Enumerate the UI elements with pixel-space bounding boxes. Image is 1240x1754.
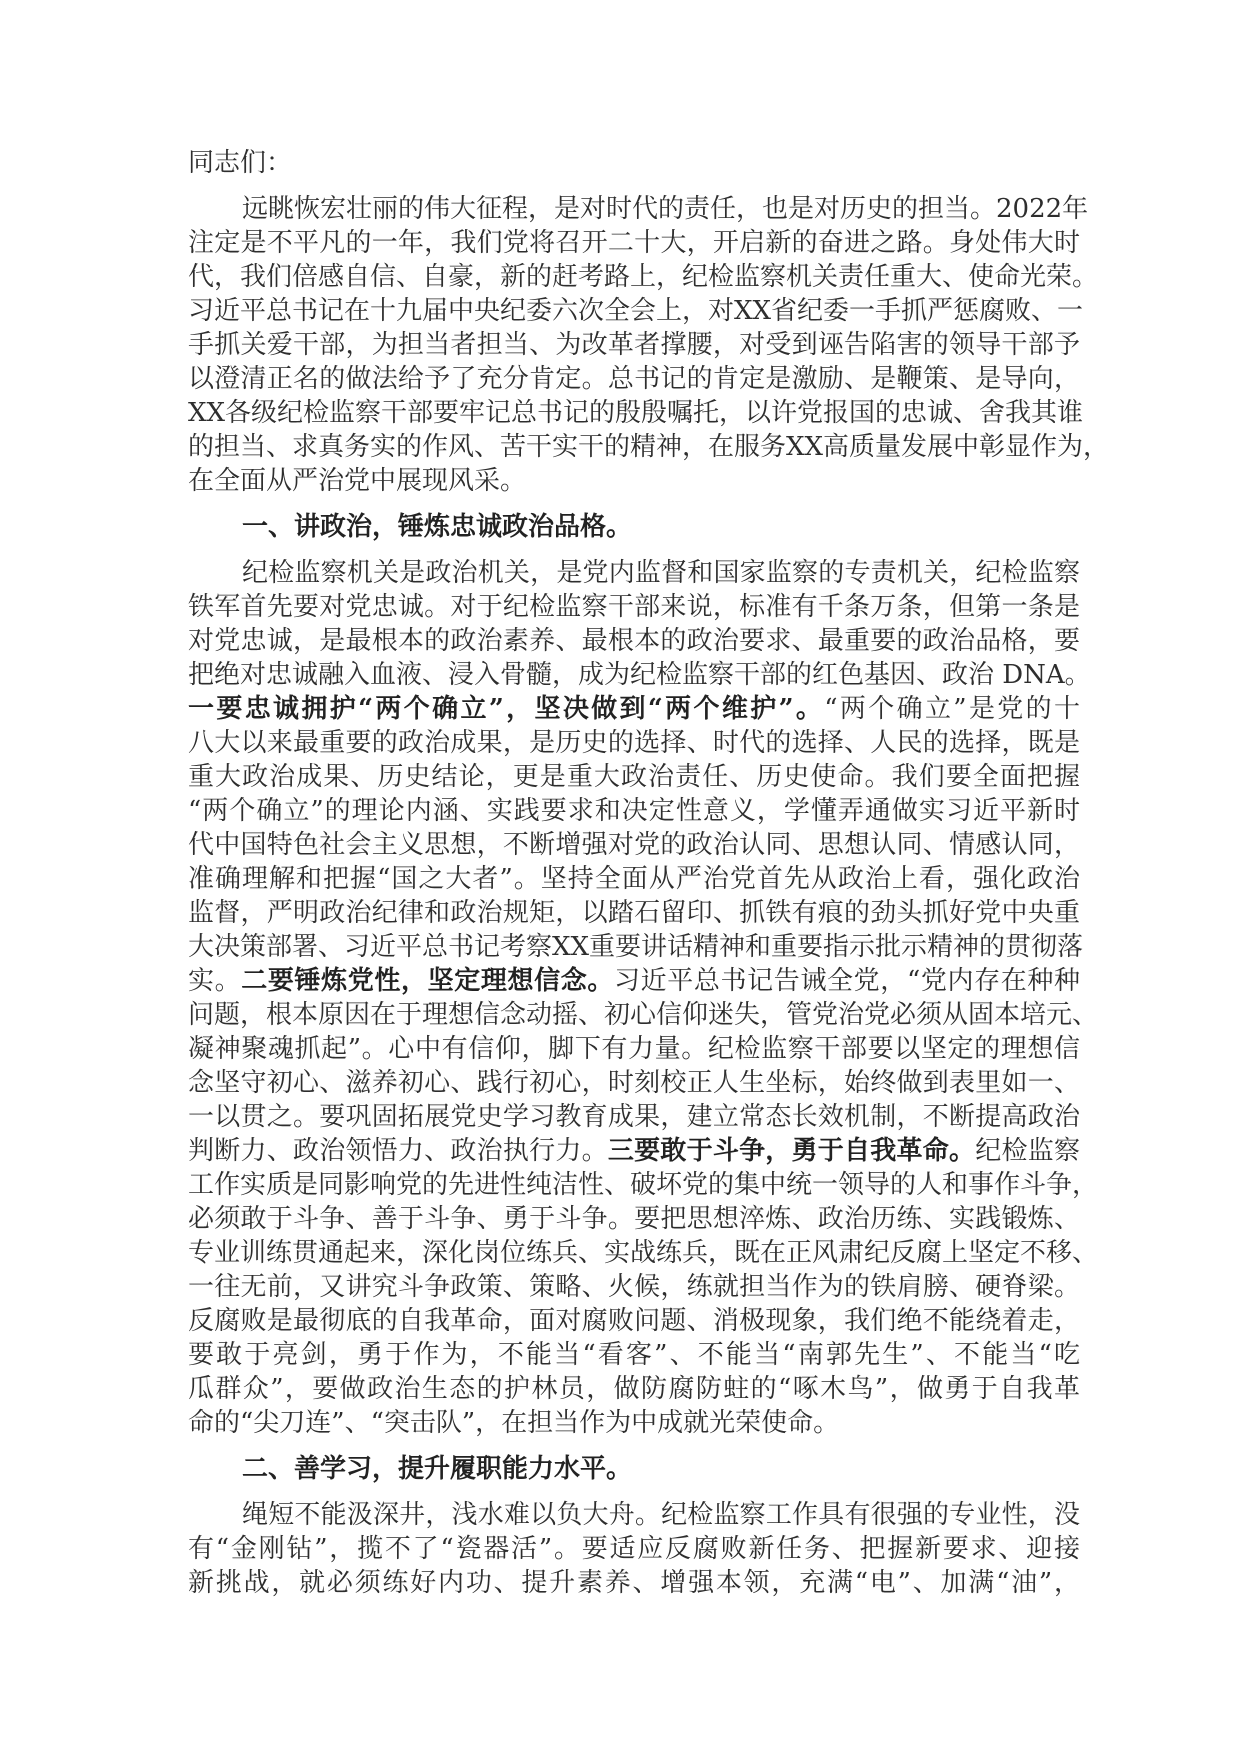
text-line xyxy=(188,726,1080,760)
section-heading xyxy=(188,510,1080,544)
salutation: 同志们： xyxy=(188,148,293,178)
text-line xyxy=(188,896,1080,930)
text-run: 绳短不能汲深井，浅水难以负大舟。纪检监察工作具有很强的专业性，没 xyxy=(242,1500,1080,1530)
text-run: 监督，严明政治纪律和政治规矩，以踏石留印、抓铁有痕的劲头抓好党中央重 xyxy=(188,898,1080,928)
text-line xyxy=(188,1202,1080,1236)
text-line xyxy=(188,828,1080,862)
text-run: 重大政治成果、历史结论，更是重大政治责任、历史使命。我们要全面把握 xyxy=(188,762,1080,792)
text-run: 以澄清正名的做法给予了充分肯定。总书记的肯定是激励、是鞭策、是导向， xyxy=(188,364,1080,394)
text-line xyxy=(188,1498,1080,1532)
text-line xyxy=(188,760,1080,794)
text-line xyxy=(188,328,1080,362)
text-line xyxy=(188,862,1080,896)
text-line xyxy=(188,692,1080,726)
document-page xyxy=(188,146,1110,1600)
text-run: 念坚守初心、滋养初心、践行初心，时刻校正人生坐标，始终做到表里如一、 xyxy=(188,1068,1080,1098)
text-run: 判断力、政治领悟力、政治执行力。 xyxy=(188,1136,608,1166)
text-line xyxy=(188,1304,1080,1338)
text-line xyxy=(188,556,1080,590)
text-line xyxy=(188,1532,1080,1566)
text-run: 纪检监察机关是政治机关，是党内监督和国家监察的专责机关，纪检监察 xyxy=(242,558,1080,588)
text-line xyxy=(188,624,1080,658)
text-run: “两个确立”的理论内涵、实践要求和决定性意义，学懂弄通做实习近平新时 xyxy=(188,796,1080,826)
text-run: 一往无前，又讲究斗争政策、策略、火候，练就担当作为的铁肩膀、硬脊梁。 xyxy=(188,1272,1080,1302)
text-run: 实。 xyxy=(188,966,242,996)
text-line xyxy=(188,1100,1080,1134)
text-run: 注定是不平凡的一年，我们党将召开二十大，开启新的奋进之路。身处伟大时 xyxy=(188,228,1080,258)
text-line xyxy=(188,362,1080,396)
text-line xyxy=(188,794,1080,828)
text-run: “两个确立”是党的十 xyxy=(824,694,1080,724)
text-run: 对党忠诚，是最根本的政治素养、最根本的政治要求、最重要的政治品格，要 xyxy=(188,626,1080,656)
text-line xyxy=(188,226,1080,260)
bold-text: 二、善学习，提升履职能力水平。 xyxy=(242,1454,633,1484)
body-paragraph xyxy=(188,192,1110,498)
text-run: 把绝对忠诚融入血液、浸入骨髓，成为纪检监察干部的红色基因、政治 DNA。 xyxy=(188,660,1091,690)
body-paragraph xyxy=(188,1498,1080,1600)
text-line xyxy=(188,260,1099,294)
text-run: XX各级纪检监察干部要牢记总书记的殷殷嘱托，以许党报国的忠诚、舍我其谁 xyxy=(188,398,1084,428)
text-run: 代，我们倍感自信、自豪，新的赶考路上，纪检监察机关责任重大、使命光荣。 xyxy=(188,262,1099,292)
text-line xyxy=(188,1032,1080,1066)
bold-text: 三要敢于斗争，勇于自我革命。 xyxy=(607,1136,976,1166)
text-run: 要敢于亮剑，勇于作为，不能当“看客”、不能当“南郭先生”、不能当“吃 xyxy=(188,1340,1080,1370)
text-line xyxy=(188,1406,1080,1440)
text-run: 凝神聚魂抓起”。心中有信仰，脚下有力量。纪检监察干部要以坚定的理想信 xyxy=(188,1034,1080,1064)
text-line xyxy=(188,396,1084,430)
salutation-block xyxy=(188,146,1080,180)
text-run: 在全面从严治党中展现风采。 xyxy=(188,466,527,496)
text-line xyxy=(188,1338,1080,1372)
text-run: 习近平总书记在十九届中央纪委六次全会上，对XX省纪委一手抓严惩腐败、一 xyxy=(188,296,1084,326)
text-line xyxy=(188,1066,1080,1100)
text-run: 代中国特色社会主义思想，不断增强对党的政治认同、思想认同、情感认同， xyxy=(188,830,1080,860)
body-paragraph xyxy=(188,556,1099,1440)
text-line xyxy=(188,964,1080,998)
text-run: 瓜群众”，要做政治生态的护林员，做防腐防蛀的“啄木鸟”，做勇于自我革 xyxy=(188,1374,1080,1404)
text-line xyxy=(188,192,1089,226)
text-line xyxy=(188,1236,1099,1270)
text-line xyxy=(188,1168,1099,1202)
text-run: 反腐败是最彻底的自我革命，面对腐败问题、消极现象，我们绝不能绕着走， xyxy=(188,1306,1080,1336)
text-run: 问题，根本原因在于理想信念动摇、初心信仰迷失，管党治党必须从固本培元、 xyxy=(188,1000,1099,1030)
text-line xyxy=(188,1134,1080,1168)
text-line xyxy=(188,1372,1080,1406)
text-line xyxy=(188,590,1080,624)
text-run: 的担当、求真务实的作风、苦干实干的精神，在服务XX高质量发展中彰显作为， xyxy=(188,432,1110,462)
text-run: 一以贯之。要巩固拓展党史学习教育成果，建立常态长效机制，不断提高政治 xyxy=(188,1102,1080,1132)
text-run: 必须敢于斗争、善于斗争、勇于斗争。要把思想淬炼、政治历练、实践锻炼、 xyxy=(188,1204,1080,1234)
text-run: 纪检监察 xyxy=(975,1136,1080,1166)
text-line xyxy=(188,1270,1080,1304)
section-heading xyxy=(188,1452,1080,1486)
text-line xyxy=(188,1452,1080,1486)
text-line xyxy=(188,998,1099,1032)
text-run: 新挑战，就必须练好内功、提升素养、增强本领，充满“电”、加满“油”， xyxy=(188,1568,1080,1598)
text-run: 远眺恢宏壮丽的伟大征程，是对时代的责任，也是对历史的担当。2022年 xyxy=(242,194,1089,224)
text-line xyxy=(188,1566,1080,1600)
text-run: 大决策部署、习近平总书记考察XX重要讲话精神和重要指示批示精神的贯彻落 xyxy=(188,932,1084,962)
text-line xyxy=(188,430,1110,464)
text-run: 八大以来最重要的政治成果，是历史的选择、时代的选择、人民的选择，既是 xyxy=(188,728,1080,758)
bold-text: 一、讲政治，锤炼忠诚政治品格。 xyxy=(242,512,633,542)
text-line xyxy=(188,930,1084,964)
text-run: 铁军首先要对党忠诚。对于纪检监察干部来说，标准有千条万条，但第一条是 xyxy=(188,592,1080,622)
bold-text: 一要忠诚拥护“两个确立”，坚决做到“两个维护”。 xyxy=(188,694,825,724)
text-line xyxy=(188,294,1084,328)
text-run: 准确理解和把握“国之大者”。坚持全面从严治党首先从政治上看，强化政治 xyxy=(188,864,1080,894)
bold-text: 二要锤炼党性，坚定理想信念。 xyxy=(241,966,615,996)
text-run: 有“金刚钻”，揽不了“瓷器活”。要适应反腐败新任务、把握新要求、迎接 xyxy=(188,1534,1080,1564)
text-line xyxy=(188,658,1091,692)
text-run: 手抓关爱干部，为担当者担当、为改革者撑腰，对受到诬告陷害的领导干部予 xyxy=(188,330,1080,360)
text-run: 命的“尖刀连”、“突击队”，在担当作为中成就光荣使命。 xyxy=(188,1408,840,1438)
text-line xyxy=(188,510,1080,544)
text-run: 习近平总书记告诫全党，“党内存在种种 xyxy=(614,966,1080,996)
text-run: 工作实质是同影响党的先进性纯洁性、破坏党的集中统一领导的人和事作斗争， xyxy=(188,1170,1099,1200)
text-run: 专业训练贯通起来，深化岗位练兵、实战练兵，既在正风肃纪反腐上坚定不移、 xyxy=(188,1238,1099,1268)
text-line xyxy=(188,464,1080,498)
